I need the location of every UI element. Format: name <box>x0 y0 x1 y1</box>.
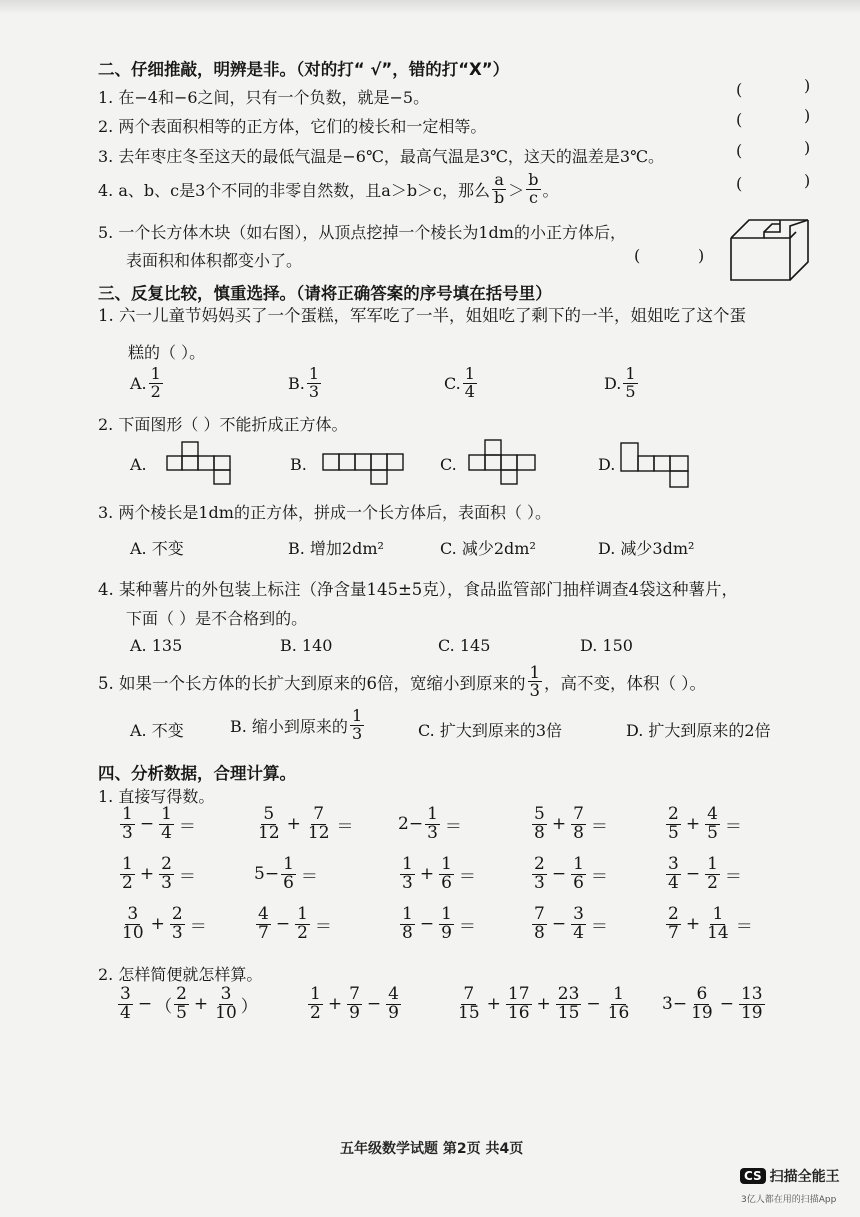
calc-item <box>254 856 321 893</box>
calc-item <box>398 806 465 843</box>
num: 5 <box>534 804 545 824</box>
num: 2 <box>176 984 187 1004</box>
den: 3 <box>122 822 133 843</box>
answer-paren-close-1: ) <box>804 76 811 95</box>
num: 7 <box>463 984 475 1004</box>
fraction <box>556 986 582 1023</box>
operator: + <box>551 814 567 835</box>
den: 9 <box>441 922 452 943</box>
den: 3 <box>161 872 172 893</box>
num: 17 <box>507 984 530 1004</box>
judge-item-1: 1. 在−4和−6之间，只有一个负数，就是−5。 <box>98 88 430 107</box>
fraction <box>159 806 174 843</box>
equals-sign: ＝ <box>458 866 476 887</box>
den: 5 <box>707 822 718 843</box>
cube-net-a <box>166 440 232 486</box>
q3-option-c[interactable]: C. 减少2dm² <box>440 539 536 558</box>
num: 6 <box>696 984 708 1004</box>
answer-paren-close-4: ) <box>804 171 811 190</box>
period: 。 <box>542 180 559 200</box>
num: 1 <box>441 854 452 874</box>
cube-net-b <box>322 446 406 486</box>
fraction <box>281 856 296 893</box>
num: 23 <box>557 984 580 1004</box>
calc-item <box>254 806 357 843</box>
scanner-watermark <box>740 1166 840 1186</box>
fraction <box>666 856 681 893</box>
scanner-tagline: 3亿人都在用的扫描App <box>741 1195 837 1205</box>
fraction <box>705 906 731 943</box>
calc-item <box>398 856 479 893</box>
den: 9 <box>388 1002 399 1023</box>
num: 5 <box>263 804 275 824</box>
q2-label-d[interactable]: D. <box>598 455 616 474</box>
den: 3 <box>402 872 413 893</box>
answer-paren-open-1[interactable]: ( <box>736 80 743 99</box>
den: 12 <box>258 822 280 843</box>
den: 8 <box>534 922 545 943</box>
calc-sub2-title: 2. 怎样简便就怎样算。 <box>98 965 263 984</box>
q4-option-a[interactable]: A. 135 <box>130 636 183 655</box>
cube-net-d <box>620 440 694 490</box>
den: 4 <box>161 822 172 843</box>
fraction <box>456 986 482 1023</box>
fraction-one-third <box>528 664 543 700</box>
num: 3 <box>220 984 232 1004</box>
den: 9 <box>349 1002 360 1023</box>
den: 12 <box>307 822 330 843</box>
num: 3 <box>120 984 131 1004</box>
judge-item-4 <box>98 172 559 207</box>
answer-paren-open-3[interactable]: ( <box>736 141 743 160</box>
operator: + <box>193 994 209 1015</box>
fraction <box>120 906 146 943</box>
den: 10 <box>215 1002 237 1023</box>
fraction <box>213 986 239 1023</box>
num: 7 <box>573 804 584 824</box>
operator: + <box>327 994 343 1015</box>
operator: + <box>685 914 701 935</box>
operator: + <box>139 864 155 885</box>
operator: + <box>685 814 701 835</box>
operator: − <box>551 864 567 885</box>
fraction <box>307 366 321 401</box>
den: 16 <box>607 1002 630 1023</box>
den: b <box>494 187 505 207</box>
option-text: B. 缩小到原来的 <box>230 716 348 736</box>
calc-item <box>664 906 756 943</box>
num: 1 <box>402 904 413 924</box>
fraction <box>306 806 332 843</box>
fraction <box>120 806 135 843</box>
fraction-a-b <box>492 172 506 207</box>
fraction <box>532 906 547 943</box>
equals-sign: ＝ <box>735 916 753 937</box>
answer-paren-open-5[interactable]: ( <box>634 246 641 265</box>
num: 2 <box>534 854 545 874</box>
option-label: B. <box>288 373 305 393</box>
choice-q1-line1: 1. 六一儿童节妈妈买了一个蛋糕，军军吃了一半，姐姐吃了剩下的一半，姐姐吃了这个蛋 <box>98 306 746 325</box>
equals-sign: ＝ <box>590 866 608 887</box>
num: 4 <box>388 984 399 1004</box>
answer-paren-close-5: ) <box>698 246 705 265</box>
equals-sign: ＝ <box>314 916 332 937</box>
num: 1 <box>529 663 540 682</box>
fraction <box>308 986 323 1023</box>
answer-paren-close-3: ) <box>804 138 811 157</box>
den: 8 <box>534 822 545 843</box>
simplify-expr-4 <box>662 986 767 1023</box>
den: 10 <box>122 922 144 943</box>
left-paren: （ <box>155 996 173 1017</box>
fraction <box>739 986 765 1023</box>
scanner-name: 扫描全能王 <box>769 1169 840 1185</box>
fraction <box>705 806 720 843</box>
num: 1 <box>402 854 413 874</box>
den: 3 <box>351 723 363 743</box>
fraction <box>666 806 681 843</box>
num: 7 <box>534 904 545 924</box>
fraction <box>532 856 547 893</box>
judge-item-4-text: 4. a、b、c是3个不同的非零自然数，且a＞b＞c，那么 <box>98 180 491 200</box>
choice-q5 <box>98 664 706 700</box>
equals-sign: ＝ <box>590 916 608 937</box>
fraction <box>118 986 133 1023</box>
num: 1 <box>573 854 584 874</box>
operator: − <box>139 814 155 835</box>
option-label: A. <box>130 373 147 393</box>
judge-item-5-line2: 表面积和体积都变小了。 <box>126 251 303 270</box>
fraction <box>386 986 401 1023</box>
num: 3 <box>127 904 139 924</box>
section-4-title: 四、分析数据，合理计算。 <box>98 764 296 783</box>
operator: + <box>419 864 435 885</box>
operator: + <box>286 814 301 835</box>
equals-sign: ＝ <box>458 916 476 937</box>
page-footer: 五年级数学试题 第2页 共4页 <box>340 1141 524 1157</box>
num: 3 <box>573 904 584 924</box>
calc-item <box>118 906 210 943</box>
choice-q3: 3. 两个棱长是1dm的正方体，拼成一个长方体后，表面积（ ）。 <box>98 503 552 522</box>
num: 1 <box>122 854 133 874</box>
num: 4 <box>707 804 718 824</box>
den: 3 <box>529 681 540 701</box>
q5-option-a[interactable]: A. 不变 <box>130 721 184 740</box>
equals-sign: ＝ <box>724 866 742 887</box>
simplify-expr-3 <box>454 986 633 1023</box>
q5-option-b[interactable] <box>230 708 366 743</box>
den: 7 <box>668 922 679 943</box>
num: 1 <box>122 804 133 824</box>
num: 1 <box>150 364 161 383</box>
num: 1 <box>464 364 475 383</box>
calc-item <box>254 906 335 943</box>
den: 6 <box>441 872 452 893</box>
fraction <box>689 986 715 1023</box>
den: 7 <box>258 922 269 943</box>
calc-item <box>118 856 199 893</box>
fraction <box>120 856 135 893</box>
operator: − <box>685 864 701 885</box>
num: 1 <box>712 904 724 924</box>
q5-option-c[interactable]: C. 扩大到原来的3倍 <box>418 721 563 740</box>
operator: − <box>137 994 153 1015</box>
den: 3 <box>534 872 545 893</box>
den: 15 <box>458 1002 480 1023</box>
equals-sign: ＝ <box>178 816 196 837</box>
num: 7 <box>349 984 360 1004</box>
q1-option-d[interactable] <box>604 366 640 401</box>
lead-term: 5− <box>254 864 280 885</box>
q4-option-b[interactable]: B. 140 <box>280 636 333 655</box>
q4-option-c[interactable]: C. 145 <box>438 636 491 655</box>
section-2-title: 二、仔细推敲，明辨是非。（对的打“ √”，错的打“X”） <box>98 60 510 79</box>
num: 1 <box>310 984 321 1004</box>
den: c <box>528 187 538 207</box>
fraction <box>170 906 185 943</box>
num: 1 <box>707 854 718 874</box>
calc-item <box>118 806 199 843</box>
den: 15 <box>557 1002 580 1023</box>
den: 5 <box>668 822 679 843</box>
den: 19 <box>691 1002 713 1023</box>
fraction <box>159 856 174 893</box>
q5-text-b: ，高不变，体积（ ）。 <box>544 673 706 693</box>
fraction <box>149 366 163 401</box>
fraction <box>174 986 189 1023</box>
operator: + <box>486 994 501 1015</box>
q1-option-c[interactable] <box>444 366 479 401</box>
operator: − <box>719 994 734 1015</box>
den: 2 <box>310 1002 321 1023</box>
q4-option-d[interactable]: D. 150 <box>580 636 633 655</box>
lead-term: 2− <box>398 814 424 835</box>
num: 1 <box>308 364 320 383</box>
den: 8 <box>573 822 584 843</box>
den: 3 <box>171 922 183 943</box>
calc-sub1-title: 1. 直接写得数。 <box>98 787 215 806</box>
scanner-logo-icon: CS <box>740 1168 766 1184</box>
gt-sign: ＞ <box>508 180 525 200</box>
q5-text-a: 5. 如果一个长方体的长扩大到原来的6倍，宽缩小到原来的 <box>98 673 526 693</box>
q2-label-c[interactable]: C. <box>440 455 457 474</box>
fraction <box>571 806 586 843</box>
num: 1 <box>351 706 363 725</box>
fraction <box>350 708 364 743</box>
equals-sign: ＝ <box>300 866 318 887</box>
fraction <box>256 906 271 943</box>
num: 2 <box>668 904 679 924</box>
q3-option-b[interactable]: B. 增加2dm² <box>288 539 384 558</box>
equals-sign: ＝ <box>336 816 354 837</box>
den: 19 <box>740 1002 763 1023</box>
judge-item-5-line1: 5. 一个长方体木块（如右图），从顶点挖掉一个棱长为1dm的小正方体后， <box>98 223 626 242</box>
num: b <box>528 170 539 189</box>
answer-paren-open-2[interactable]: ( <box>736 110 743 129</box>
den: 2 <box>297 922 308 943</box>
fraction <box>439 906 454 943</box>
lead-term: 3− <box>662 994 688 1015</box>
den: 8 <box>402 922 413 943</box>
num: 3 <box>668 854 679 874</box>
den: 6 <box>573 872 584 893</box>
num: 1 <box>625 364 636 383</box>
fraction <box>400 856 415 893</box>
operator: − <box>419 914 435 935</box>
num: 1 <box>161 804 172 824</box>
calc-item <box>530 906 611 943</box>
calc-item <box>530 806 611 843</box>
den: 16 <box>507 1002 530 1023</box>
fraction <box>532 806 547 843</box>
calc-item <box>664 856 745 893</box>
den: 5 <box>176 1002 187 1023</box>
choice-q1-line2: 糕的（ ）。 <box>128 343 206 362</box>
operator: − <box>366 994 382 1015</box>
judge-item-2: 2. 两个表面积相等的正方体，它们的棱长和一定相等。 <box>98 117 487 136</box>
fraction <box>571 906 586 943</box>
q2-label-b[interactable]: B. <box>290 455 307 474</box>
option-label: C. <box>444 373 461 393</box>
fraction <box>347 986 362 1023</box>
fraction <box>425 806 440 843</box>
answer-paren-open-4[interactable]: ( <box>736 174 743 193</box>
right-paren: ） <box>240 996 258 1017</box>
num: 7 <box>313 804 325 824</box>
q3-option-d[interactable]: D. 减少3dm² <box>598 539 695 558</box>
cube-net-c <box>468 438 538 486</box>
equals-sign: ＝ <box>189 916 207 937</box>
den: 2 <box>150 381 161 401</box>
simplify-expr-2 <box>306 986 403 1023</box>
num: 4 <box>258 904 269 924</box>
fraction <box>571 856 586 893</box>
num: 2 <box>171 904 183 924</box>
fraction <box>439 856 454 893</box>
den: 3 <box>308 381 320 401</box>
calc-item <box>398 906 479 943</box>
judge-item-3: 3. 去年枣庄冬至这天的最低气温是−6℃，最高气温是3℃，这天的温差是3℃。 <box>98 147 664 166</box>
choice-q4-line1: 4. 某种薯片的外包装上标注（净含量145±5克），食品监管部门抽样调查4袋这种薯片， <box>98 580 739 599</box>
num: 2 <box>668 804 679 824</box>
den: 4 <box>464 381 475 401</box>
num: 1 <box>297 904 308 924</box>
num: 1 <box>427 804 438 824</box>
equals-sign: ＝ <box>590 816 608 837</box>
q5-option-d[interactable]: D. 扩大到原来的2倍 <box>626 721 771 740</box>
num: 2 <box>161 854 172 874</box>
fraction-b-c <box>526 172 540 207</box>
operator: − <box>551 914 567 935</box>
fraction <box>506 986 532 1023</box>
den: 4 <box>573 922 584 943</box>
den: 4 <box>668 872 679 893</box>
fraction <box>295 906 310 943</box>
simplify-expr-1 <box>116 986 258 1023</box>
option-label: D. <box>604 373 622 393</box>
equals-sign: ＝ <box>444 816 462 837</box>
scan-edge <box>0 0 860 14</box>
choice-q2: 2. 下面图形（ ）不能折成正方体。 <box>98 415 348 434</box>
choice-q4-line2: 下面（ ）是不合格到的。 <box>126 609 308 628</box>
q1-option-a[interactable] <box>130 366 165 401</box>
q2-label-a[interactable]: A. <box>130 455 147 474</box>
num: 1 <box>613 984 624 1004</box>
fraction <box>256 806 282 843</box>
num: 1 <box>283 854 294 874</box>
calc-item <box>664 806 745 843</box>
fraction <box>463 366 477 401</box>
operator: − <box>586 994 601 1015</box>
equals-sign: ＝ <box>724 816 742 837</box>
fraction <box>606 986 632 1023</box>
equals-sign: ＝ <box>178 866 196 887</box>
cuboid-figure <box>728 216 812 284</box>
fraction <box>623 366 637 401</box>
den: 2 <box>707 872 718 893</box>
calc-item <box>530 856 611 893</box>
num: 1 <box>441 904 452 924</box>
den: 3 <box>427 822 438 843</box>
operator: + <box>150 914 165 935</box>
den: 6 <box>283 872 294 893</box>
operator: − <box>275 914 291 935</box>
operator: + <box>536 994 551 1015</box>
num: 13 <box>740 984 763 1004</box>
q3-option-a[interactable]: A. 不变 <box>130 539 184 558</box>
den: 14 <box>707 922 729 943</box>
fraction <box>666 906 681 943</box>
fraction <box>705 856 720 893</box>
answer-paren-close-2: ) <box>804 106 811 125</box>
fraction <box>400 906 415 943</box>
den: 4 <box>120 1002 131 1023</box>
q1-option-b[interactable] <box>288 366 323 401</box>
num: a <box>494 170 504 189</box>
section-3-title: 三、反复比较，慎重选择。（请将正确答案的序号填在括号里） <box>98 284 552 303</box>
den: 2 <box>122 872 133 893</box>
den: 5 <box>625 381 636 401</box>
